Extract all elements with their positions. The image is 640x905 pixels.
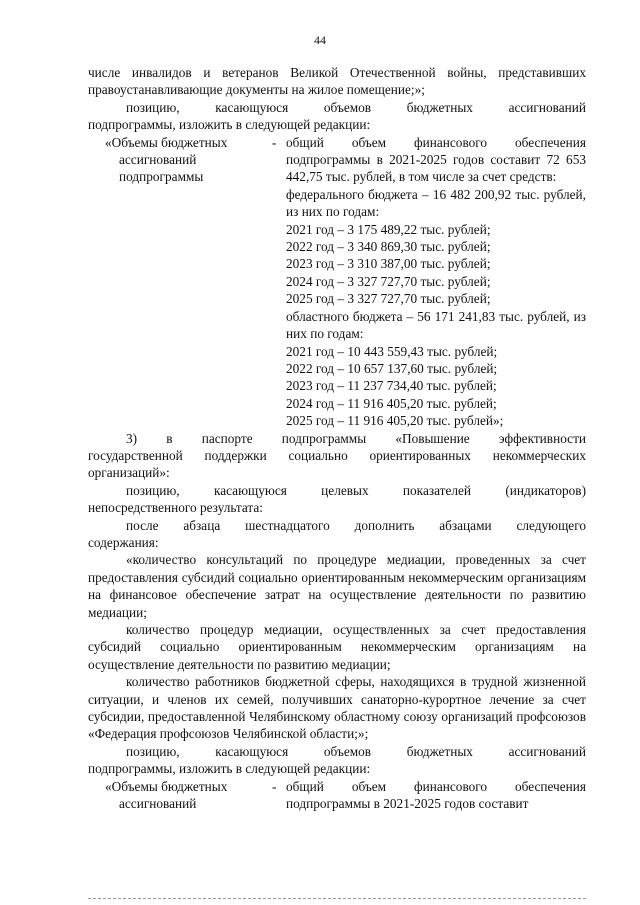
table-label-line: ассигнований [119, 152, 197, 168]
table-value [286, 134, 586, 430]
paragraph-line: содержания: [88, 534, 159, 550]
table-value-line: 2022 год – 10 657 137,60 тыс. рублей; [286, 360, 498, 376]
paragraph-line: государственной поддержки социально ориентированных некоммерческих [88, 447, 586, 463]
paragraph-line: после абзаца шестнадцатого дополнить абзацами следующего [126, 517, 586, 533]
paragraph-line: правоустанавливающие документы на жилое помещение;»; [88, 82, 425, 98]
table-value-line: общий объем финансового обеспечения подпрограммы в 2021-2025 годов составит 72 653 442,75 тыс. рублей, в том числе за счет средств: [286, 134, 586, 185]
paragraph-line: числе инвалидов и ветеранов Великой Отечественной войны, представивших [88, 65, 586, 80]
table-value-line: 2023 год – 11 237 734,40 тыс. рублей; [286, 378, 497, 394]
table-value-line: 2021 год – 10 443 559,43 тыс. рублей; [286, 343, 498, 359]
paragraph: количество работников бюджетной сферы, находящихся в трудной жизненной ситуации, и членов их семей, получивших санаторно-курортное лечение за счет субсидии, предоставленной Челябинскому областному союзу организаций профсоюзов «Федерация профсоюзов Челябинской области;»; [88, 674, 586, 742]
table-label [88, 134, 272, 430]
table-dash: - [272, 778, 277, 794]
page-number: 44 [314, 33, 326, 47]
table-value-line: 2021 год – 3 175 489,22 тыс. рублей; [286, 221, 491, 237]
paragraph-line: подпрограммы, изложить в следующей редакции: [88, 761, 371, 777]
paragraph: «количество консультаций по процедуре медиации, проведенных за счет предоставления субсидий социально ориентированным некоммерческим организациям на финансовое обеспечение затрат на осуществление деятельности по развитию медиации; [88, 552, 586, 620]
paragraph-line: позицию, касающуюся целевых показателей (индикаторов) [126, 482, 586, 498]
paragraph-line: организаций»: [88, 465, 170, 481]
paragraph: количество процедур медиации, осуществленных за счет предоставления субсидий социально ориентированным некоммерческим организациям на осуществление деятельности по развитию медиации; [88, 622, 586, 672]
table-label-line: ассигнований [119, 796, 197, 812]
table-label-line: «Объемы бюджетных [105, 778, 228, 794]
table-value-line: 2024 год – 3 327 727,70 тыс. рублей; [286, 273, 491, 289]
budget-table-2 [88, 778, 586, 813]
paragraph-line: 3) в паспорте подпрограммы «Повышение эффективности [126, 430, 586, 446]
table-value-line: областного бюджета – 56 171 241,83 тыс. рублей, из них по годам: [286, 308, 586, 342]
table-value-line: 2025 год – 11 916 405,20 тыс. рублей»; [286, 413, 504, 429]
table-value-line: федерального бюджета – 16 482 200,92 тыс. рублей, из них по годам: [286, 186, 586, 220]
paragraph-line: позицию, касающуюся объемов бюджетных ассигнований [126, 99, 586, 115]
table-value-line: 2024 год – 11 916 405,20 тыс. рублей; [286, 395, 497, 411]
table-dash: - [272, 134, 277, 150]
budget-table-1 [88, 134, 586, 430]
paragraph-line: непосредственного результата: [88, 500, 263, 516]
table-value-line: общий объем финансового обеспечения подпрограммы в 2021-2025 годов составит [286, 778, 586, 812]
table-value [286, 778, 586, 813]
paragraph-line: подпрограммы, изложить в следующей редакции: [88, 117, 371, 133]
paragraph-line: позицию, касающуюся объемов бюджетных ассигнований [126, 743, 586, 759]
table-value-line: 2025 год – 3 327 727,70 тыс. рублей; [286, 291, 491, 307]
table-label-line: подпрограммы [119, 169, 204, 185]
scan-edge-line [88, 898, 586, 900]
table-label-line: «Объемы бюджетных [105, 134, 228, 150]
table-value-line: 2023 год – 3 310 387,00 тыс. рублей; [286, 256, 491, 272]
document-body [88, 64, 586, 812]
table-label [88, 778, 272, 813]
table-value-line: 2022 год – 3 340 869,30 тыс. рублей; [286, 239, 491, 255]
